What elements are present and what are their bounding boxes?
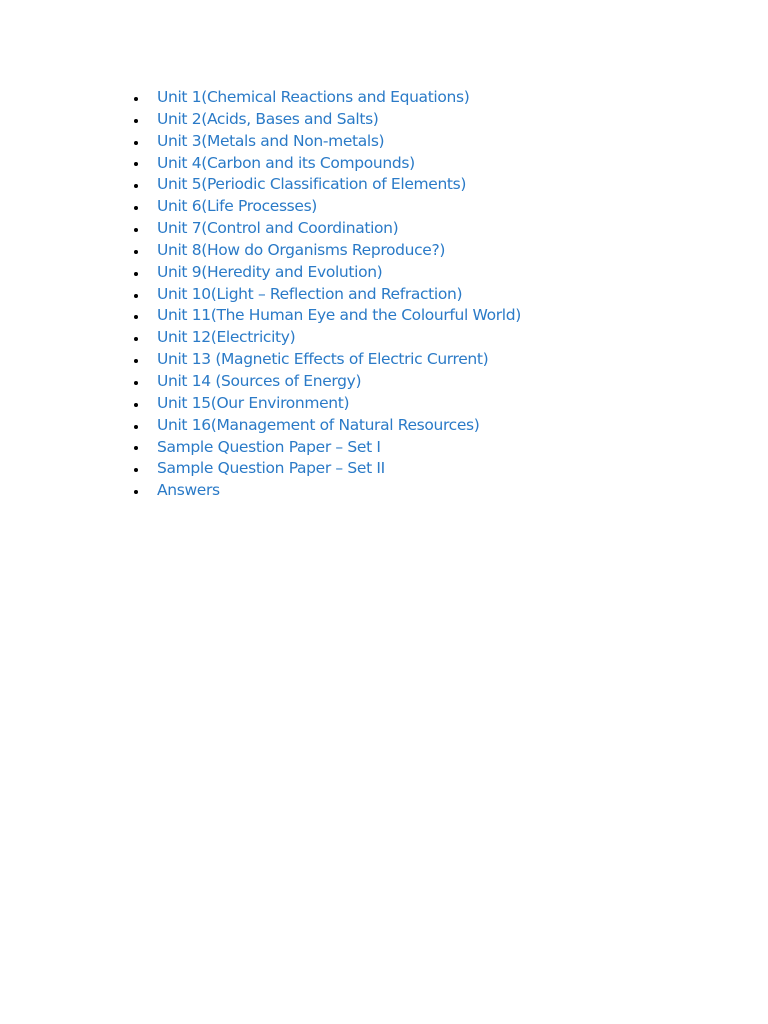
toc-link-unit-15[interactable]: Unit 15(Our Environment) — [157, 393, 350, 412]
bullet-icon — [134, 337, 138, 341]
toc-link-unit-9[interactable]: Unit 9(Heredity and Evolution) — [157, 262, 383, 281]
bullet-icon — [134, 97, 138, 101]
bullet-icon — [134, 403, 138, 407]
toc-link-unit-5[interactable]: Unit 5(Periodic Classification of Elements) — [157, 175, 467, 194]
bullet-icon — [134, 381, 138, 385]
bullet-icon — [134, 446, 138, 450]
toc-link-unit-4[interactable]: Unit 4(Carbon and its Compounds) — [157, 153, 415, 172]
toc-link-unit-10[interactable]: Unit 10(Light – Reflection and Refraction) — [157, 284, 463, 303]
toc-link-answers[interactable]: Answers — [157, 481, 220, 500]
bullet-icon — [134, 119, 138, 123]
bullet-icon — [134, 184, 138, 188]
bullet-icon — [134, 206, 138, 210]
toc-link-unit-3[interactable]: Unit 3(Metals and Non-metals) — [157, 131, 385, 150]
toc-link-unit-13[interactable]: Unit 13 (Magnetic Effects of Electric Current) — [157, 350, 489, 369]
bullet-icon — [134, 250, 138, 254]
bullet-icon — [134, 359, 138, 363]
bullet-icon — [134, 315, 138, 319]
toc-link-unit-6[interactable]: Unit 6(Life Processes) — [157, 197, 318, 216]
bullet-icon — [134, 141, 138, 145]
bullet-icon — [134, 272, 138, 276]
toc-link-sample-paper-1[interactable]: Sample Question Paper – Set I — [157, 437, 381, 456]
toc-link-unit-16[interactable]: Unit 16(Management of Natural Resources) — [157, 415, 480, 434]
bullet-icon — [134, 490, 138, 494]
bullet-icon — [134, 294, 138, 298]
toc-link-unit-12[interactable]: Unit 12(Electricity) — [157, 328, 296, 347]
toc-link-unit-14[interactable]: Unit 14 (Sources of Energy) — [157, 371, 362, 390]
toc-link-unit-1[interactable]: Unit 1(Chemical Reactions and Equations) — [157, 88, 470, 106]
toc-link-sample-paper-2[interactable]: Sample Question Paper – Set II — [157, 459, 385, 478]
toc-link-unit-8[interactable]: Unit 8(How do Organisms Reproduce?) — [157, 240, 446, 259]
toc-link-unit-11[interactable]: Unit 11(The Human Eye and the Colourful World) — [157, 306, 521, 325]
bullet-icon — [134, 425, 138, 429]
bullet-icon — [134, 162, 138, 166]
bullet-icon — [134, 468, 138, 472]
toc-link-unit-7[interactable]: Unit 7(Control and Coordination) — [157, 219, 399, 238]
toc-link-unit-2[interactable]: Unit 2(Acids, Bases and Salts) — [157, 109, 379, 128]
bullet-icon — [134, 228, 138, 232]
